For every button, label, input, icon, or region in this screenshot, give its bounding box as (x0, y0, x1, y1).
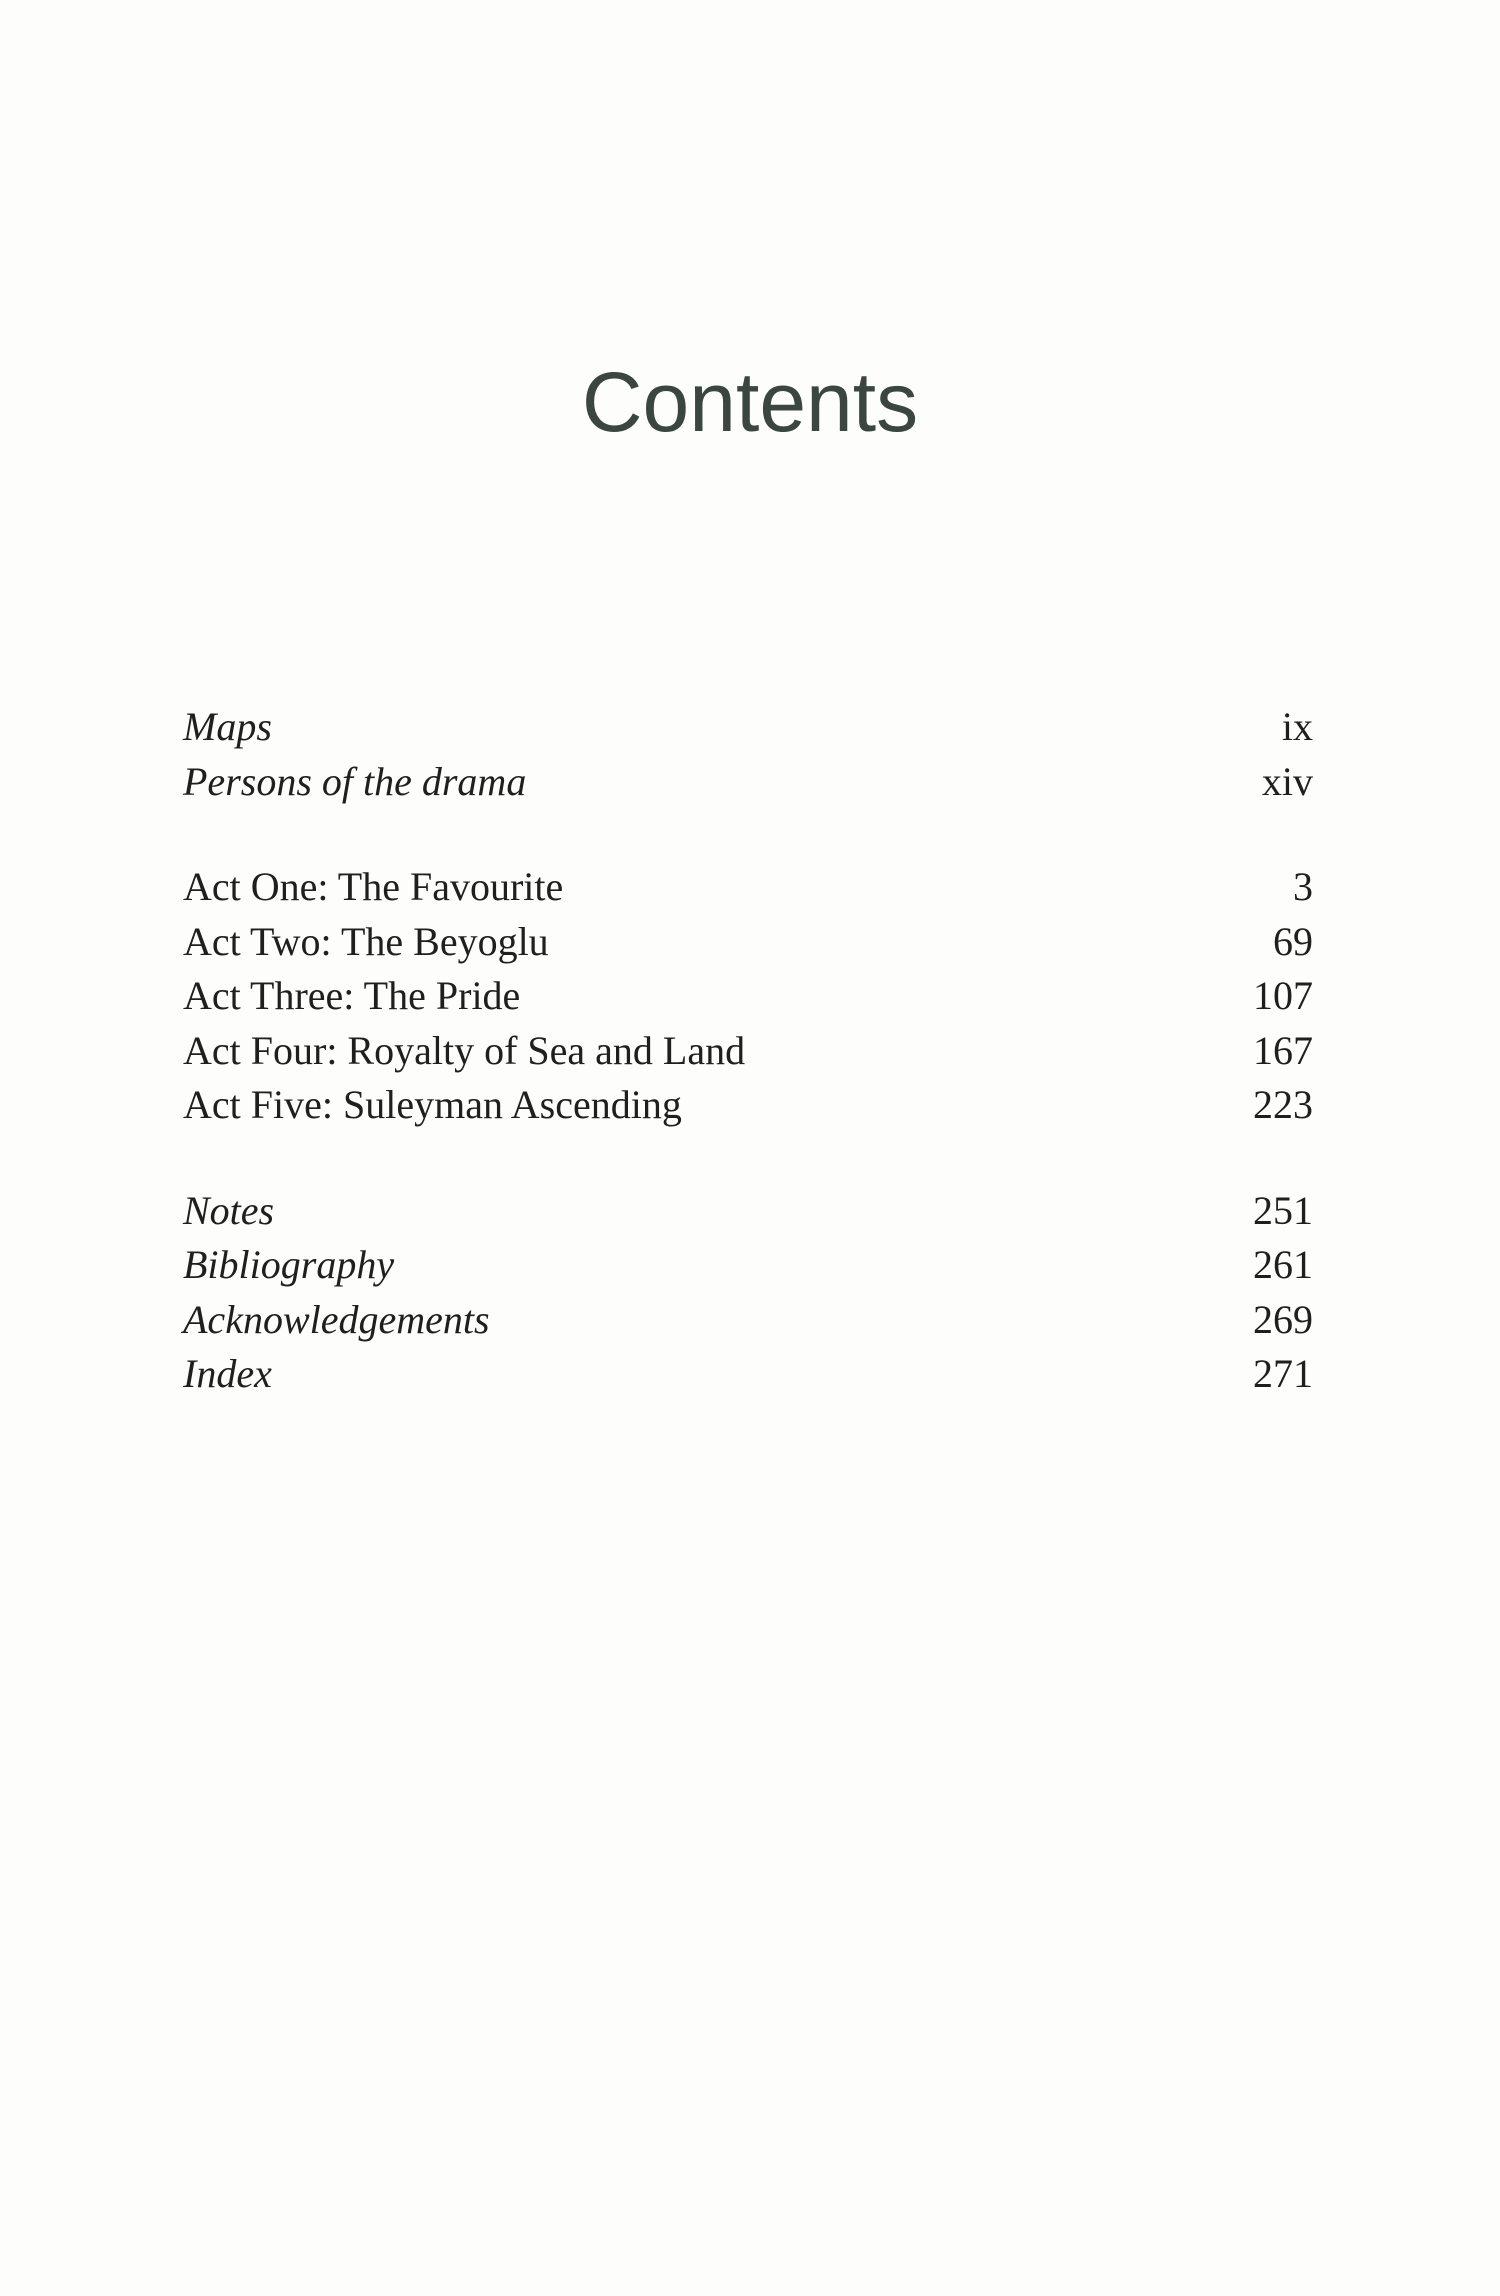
back-matter-section (183, 1184, 1313, 1402)
toc-entry-page: ix (1281, 704, 1313, 749)
toc-entry (183, 1184, 1313, 1239)
toc-entry-title: Persons of the drama (183, 758, 527, 804)
toc-entry-page: 69 (1273, 918, 1313, 964)
acts-section (183, 860, 1313, 1133)
toc-entry-title: Act Four: Royalty of Sea and Land (183, 1027, 746, 1073)
toc-entry-title: Notes (183, 1187, 275, 1233)
toc-entry (183, 1024, 1313, 1079)
toc-entry-page: 271 (1253, 1351, 1313, 1396)
toc-entry-title: Act Three: The Pride (183, 973, 521, 1018)
toc-entry-title: Act One: The Favourite (183, 864, 564, 909)
toc-entry-page: 223 (1253, 1082, 1313, 1127)
toc-entry-title: Bibliography (183, 1242, 395, 1287)
toc-entry (183, 755, 1313, 810)
toc-entry-page: 269 (1253, 1296, 1313, 1342)
toc-entry-title: Maps (183, 704, 272, 749)
toc-entry (183, 1347, 1313, 1402)
toc-entry (183, 1078, 1313, 1133)
toc-entry (183, 1293, 1313, 1348)
page-title: Contents (581, 355, 919, 449)
toc-entry (183, 1238, 1313, 1293)
toc-entry-title: Index (183, 1351, 272, 1396)
front-matter-section (183, 700, 1313, 809)
toc-entry-title: Act Five: Suleyman Ascending (183, 1082, 682, 1127)
toc-entry (183, 969, 1313, 1024)
toc-entry-title: Act Two: The Beyoglu (183, 918, 549, 964)
toc-entry-page: xiv (1261, 758, 1313, 804)
toc-entry (183, 915, 1313, 970)
toc-entry-page: 3 (1293, 864, 1313, 909)
toc-entry-page: 167 (1253, 1027, 1313, 1073)
toc-entry-page: 107 (1253, 973, 1313, 1018)
toc-entry (183, 860, 1313, 915)
toc-entry-page: 251 (1253, 1187, 1313, 1233)
toc-entry-title: Acknowledgements (183, 1296, 490, 1342)
toc-entry (183, 700, 1313, 755)
toc-entry-page: 261 (1253, 1242, 1313, 1287)
table-of-contents (183, 700, 1313, 1402)
